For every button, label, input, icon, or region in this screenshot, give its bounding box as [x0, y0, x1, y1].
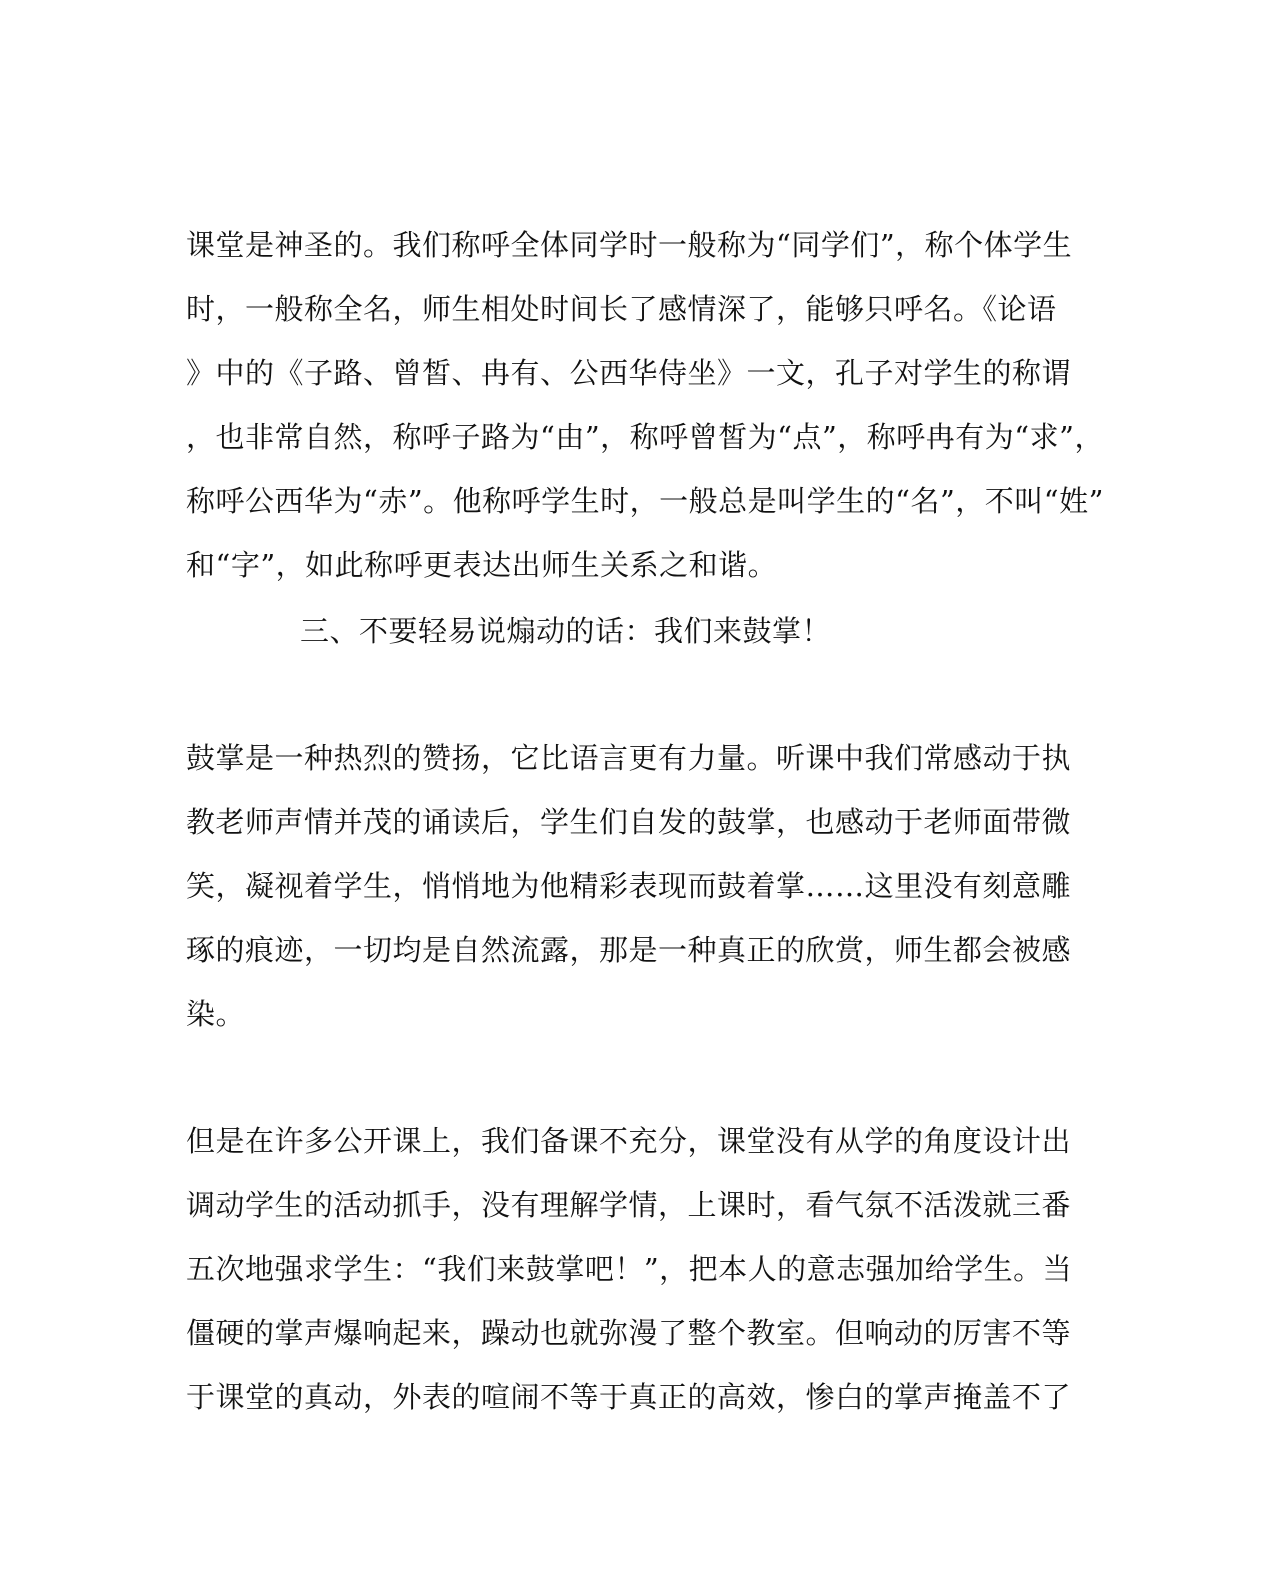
paragraph-line: 鼓掌是一种热烈的赞扬，它比语言更有力量。听课中我们常感动于执	[186, 741, 1072, 775]
paragraph-line: 时，一般称全名，师生相处时间长了感情深了，能够只呼名。《论语	[186, 292, 1057, 326]
paragraph-line: 五次地强求学生：“我们来鼓掌吧！”，把本人的意志强加给学生。当	[186, 1252, 1073, 1286]
paragraph-line: 僵硬的掌声爆响起来，躁动也就弥漫了整个教室。但响动的厉害不等	[186, 1316, 1072, 1350]
paragraph-line: 和“字”，如此称呼更表达出师生关系之和谐。	[186, 548, 778, 582]
paragraph-line: 课堂是神圣的。我们称呼全体同学时一般称为“同学们”，称个体学生	[186, 228, 1073, 262]
paragraph-line: 染。	[186, 997, 246, 1031]
paragraph-line: 称呼公西华为“赤”。他称呼学生时，一般总是叫学生的“名”，不叫“姓”	[186, 484, 1104, 518]
paragraph-line: 琢的痕迹，一切均是自然流露，那是一种真正的欣赏，师生都会被感	[186, 933, 1072, 967]
paragraph-line: 笑，凝视着学生，悄悄地为他精彩表现而鼓着掌……这里没有刻意雕	[186, 869, 1072, 903]
paragraph-line: 但是在许多公开课上，我们备课不充分，课堂没有从学的角度设计出	[186, 1124, 1072, 1158]
paragraph-line: 教老师声情并茂的诵读后，学生们自发的鼓掌，也感动于老师面带微	[186, 805, 1072, 839]
paragraph-line: 于课堂的真动，外表的喧闹不等于真正的高效，惨白的掌声掩盖不了	[186, 1380, 1072, 1414]
paragraph-line: 》中的《子路、曾皙、冉有、公西华侍坐》一文，孔子对学生的称谓	[186, 356, 1072, 390]
paragraph-line: ，也非常自然，称呼子路为“由”，称呼曾皙为“点”，称呼冉有为“求”，	[186, 420, 1104, 454]
section-heading: 三、不要轻易说煽动的话：我们来鼓掌！	[300, 614, 832, 648]
paragraph-line: 调动学生的活动抓手，没有理解学情，上课时，看气氛不活泼就三番	[186, 1188, 1072, 1222]
